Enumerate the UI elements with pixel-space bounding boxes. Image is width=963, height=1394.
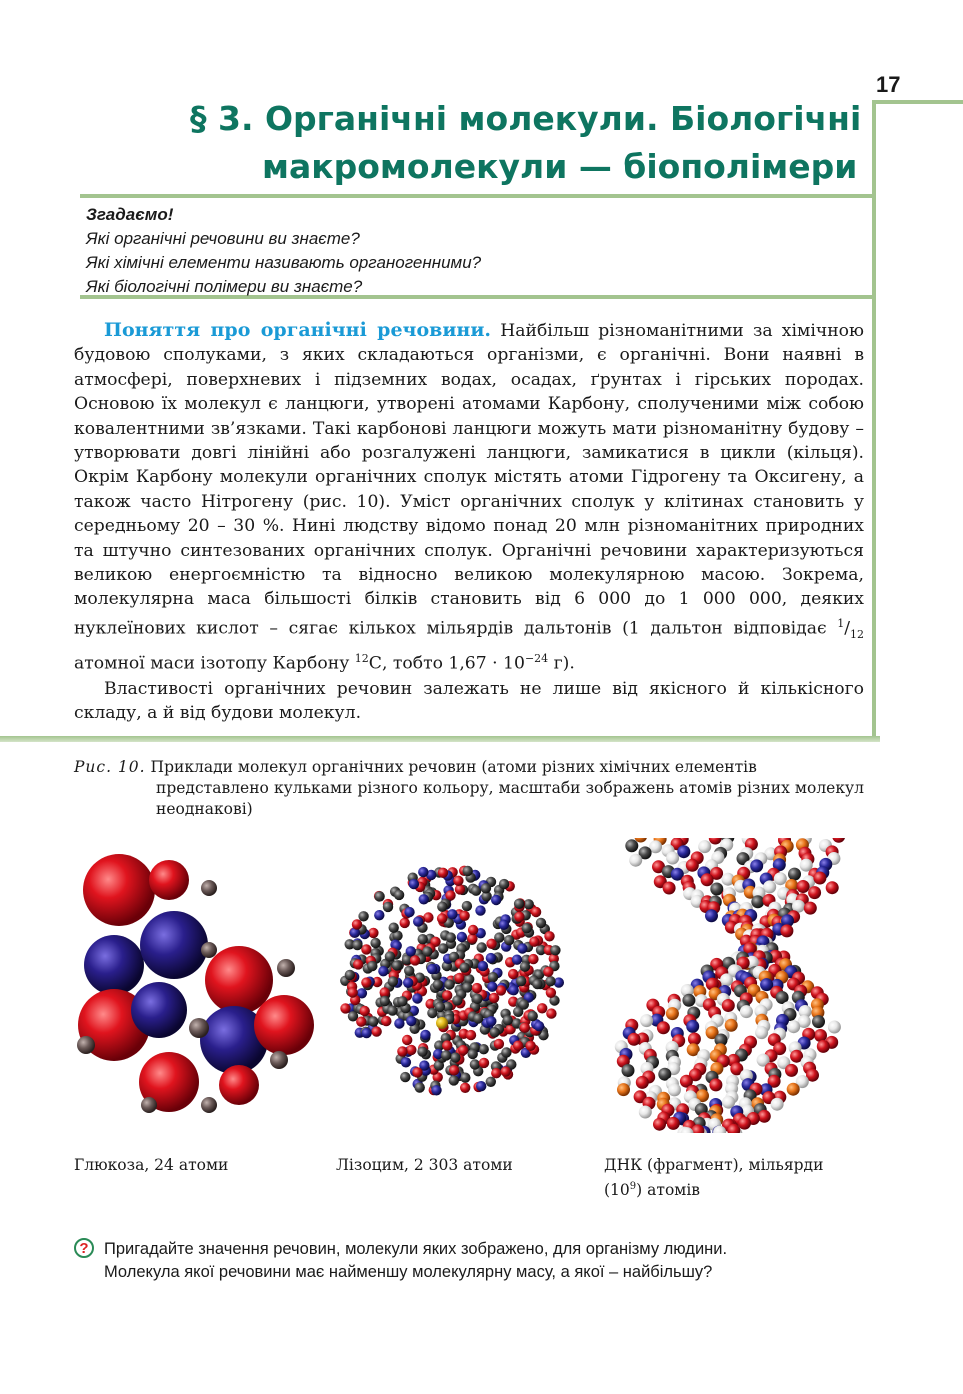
- figure-caption-rest: представлено кульками різного кольору, масштаби зображень атомів різних молекул неоднакові): [156, 779, 864, 818]
- lysozyme-molecule-image: [330, 855, 580, 1105]
- frame-top-line: [876, 100, 963, 104]
- dna-caption-exponent: 9: [629, 1181, 637, 1192]
- lysozyme-caption: Лізоцим, 2 303 атоми: [336, 1156, 513, 1174]
- exponent: −24: [524, 652, 549, 666]
- recall-box: [86, 203, 866, 299]
- recall-heading: Згадаємо!: [86, 205, 174, 224]
- dna-caption-text: ) атомів: [636, 1181, 701, 1200]
- glucose-caption: Глюкоза, 24 атоми: [74, 1156, 229, 1174]
- body-text: [74, 318, 864, 725]
- question-line2: Молекула якої речовини має найменшу молекулярну масу, а якої – найбільшу?: [104, 1263, 713, 1281]
- dna-caption-line2: [604, 1176, 862, 1201]
- section-bottom-divider: [0, 736, 880, 742]
- paragraph-text: Найбільш різноманітними за хімічною будовою сполуками, з яких складаються організми, є органічні. Вони наявні в атмосфері, поверхневих і підземних водах, осадах, ґрунтах і гірських породах. Основою їх молекул є ланцюги, утворені атомами Карбону, сполученими між собою ковалентними зв’язками. Такі карбонові ланцюги можуть мати різноманітну будову – утворювати довгі лінійні або розгалужені ланцюги, замикатися в цикли (кільця). Окрім Карбону молекули органічних сполук містять атоми Гідрогену та Оксигену, а також часто Нітрогену (рис. 10). Уміст органічних сполук у клітинах становить у середньому 20 – 30 %. Нині людству відомо понад 20 млн різноманітних природних та штучно синтезованих органічних сполук. Органічні речовини характеризуються великою енергоємністю та відносно великою молекулярною масою. Зокрема, молекулярна маса більшості білків становить від 6 000 до 1 000 000, деяких нуклеїнових кислот – сягає кількох мільярдів дальтонів (1 дальтон відповідає: [74, 321, 864, 639]
- question-line1: Пригадайте значення речовин, молекули яких зображено, для організму людини.: [104, 1240, 728, 1258]
- section-title: [190, 95, 870, 191]
- paragraph: Поняття про органічні речовини. Найбільш різноманітними за хімічною будовою сполуками, з яких складаються організми, є органічні. Вони наявні в атмосфері, поверхневих і підземних водах, осадах, ґрунтах і гірських породах. Основою їх молекул є ланцюги, утворені атомами Карбону, сполученими між собою ковалентними зв’язками. Такі карбонові ланцюги можуть мати різноманітну будову – утворювати довгі лінійні або розгалужені ланцюги, замикатися в цикли (кільця). Окрім Карбону молекули органічних сполук містять атоми Гідрогену та Оксигену, а також часто Нітрогену (рис. 10). Уміст органічних сполук у клітинах становить у середньому 20 – 30 %. Нині людству відомо понад 20 млн різноманітних природних та штучно синтезованих органічних сполук. Органічні речовини характеризуються великою енергоємністю та відносно великою молекулярною масою. Зокрема, молекулярна маса більшості білків становить від 6 000 до 1 000 000, деяких нуклеїнових кислот – сягає кількох мільярдів дальтонів (1 дальтон відповідає $^1/_{12}$ атомної маси ізотопу Карбону $^{12}$С, тобто $1,67 \cdot 10^{-24}$ г).: [74, 319, 864, 675]
- recall-question: Які хімічні елементи називають органогенними?: [86, 253, 482, 272]
- paragraph-text: г).: [548, 654, 575, 675]
- fraction-denominator: 12: [850, 628, 864, 642]
- page-number: 17: [876, 72, 901, 97]
- question-icon: ?: [74, 1238, 94, 1258]
- glucose-molecule-image: [74, 850, 324, 1120]
- section-title-line1: Органічні молекули. Біологічні: [265, 99, 862, 138]
- dna-caption-line1: ДНК (фрагмент), мільярди: [604, 1156, 824, 1174]
- figure-caption-line1: Приклади молекул органічних речовин (атоми різних хімічних елементів: [150, 758, 757, 776]
- paragraph-text: атомної маси ізотопу Карбону: [74, 654, 355, 675]
- recall-question: Які біологічні полімери ви знаєте?: [86, 277, 363, 296]
- dna-molecule-image: [612, 838, 852, 1133]
- figure-caption: [74, 757, 864, 820]
- dna-caption: [604, 1155, 862, 1201]
- term-heading: Поняття про органічні речовини.: [104, 319, 492, 341]
- fraction-numerator: 1: [837, 616, 845, 630]
- paragraph-text: С, тобто 1,67 · 10: [368, 654, 525, 675]
- section-number: § 3.: [190, 99, 254, 138]
- figure-label: Рис. 10.: [74, 758, 146, 776]
- paragraph: Властивості органічних речовин залежать не лише від якісного й кількісного складу, а й від будови молекул.: [74, 678, 864, 723]
- isotope-mass: 12: [354, 652, 369, 666]
- recall-question: Які органічні речовини ви знаєте?: [86, 229, 360, 248]
- recall-top-divider: [80, 194, 876, 198]
- question-box: [74, 1238, 854, 1284]
- dna-caption-text: (10: [604, 1181, 630, 1200]
- section-title-line2: макромолекули — біополімери: [262, 147, 858, 186]
